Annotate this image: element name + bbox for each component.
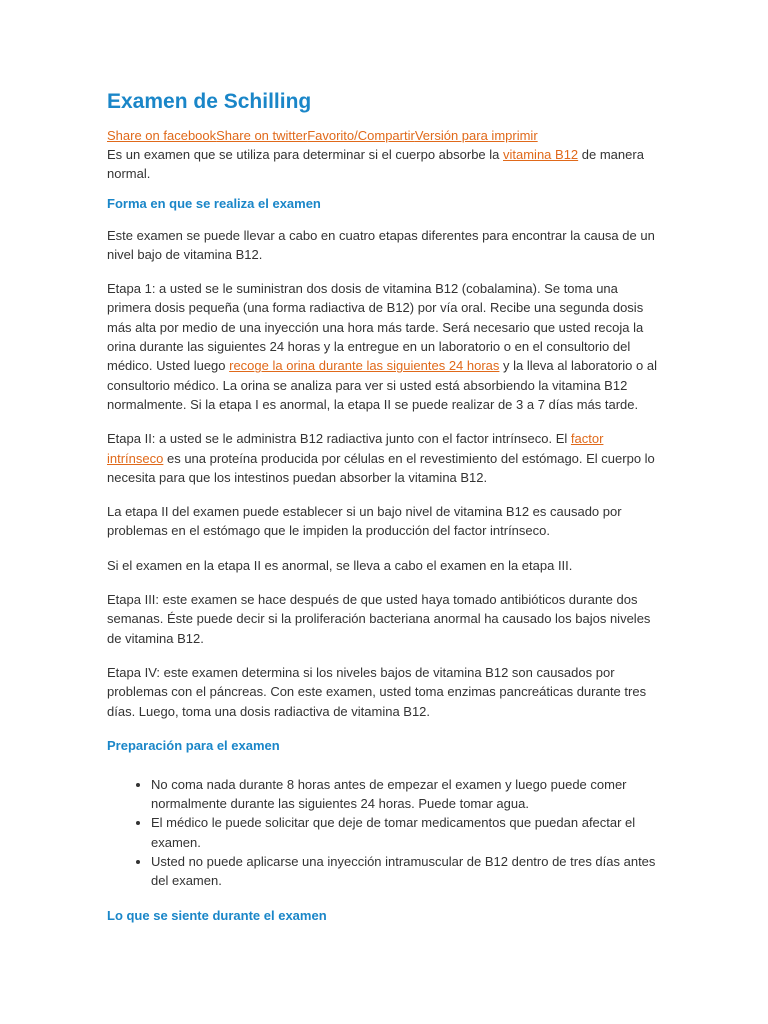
section-heading-preparation: Preparación para el examen (107, 737, 280, 753)
section-heading-procedure: Forma en que se realiza el examen (107, 195, 321, 211)
stage-3-intro-paragraph: Si el examen en la etapa II es anormal, se lleva a cabo el examen en la etapa III. (107, 557, 573, 573)
intro-paragraph: Es un examen que se utiliza para determinar si el cuerpo absorbe la vitamina B12 de manera normal. (107, 147, 644, 182)
favorite-share-link[interactable]: Favorito/Compartir (307, 128, 415, 143)
stage-2-paragraph: Etapa II: a usted se le administra B12 radiactiva junto con el factor intrínseco. El factor intrínseco es una proteína producida por células en el revestimiento del estómago. El cuerpo lo necesita para que los intestinos puedan absorber la vitamina B12. (107, 431, 655, 485)
vitamin-b12-link[interactable]: vitamina B12 (503, 147, 579, 162)
article (107, 88, 663, 938)
intrinsic-factor-link[interactable]: factor intrínseco (107, 431, 604, 466)
procedure-intro-paragraph: Este examen se puede llevar a cabo en cuatro etapas diferentes para encontrar la causa de un nivel bajo de vitamina B12. (107, 227, 655, 262)
page-title: Examen de Schilling (107, 90, 312, 113)
share-twitter-link[interactable]: Share on twitter (216, 128, 308, 143)
list-item: • Usted no puede aplicarse una inyección intramuscular de B12 dentro de tres días antes del examen. (151, 852, 663, 891)
preparation-list (107, 775, 663, 891)
list-item: • No coma nada durante 8 horas antes de empezar el examen y luego puede comer normalmente durante las siguientes 24 horas. Puede tomar agua. (151, 775, 663, 814)
section-heading-sensation: Lo que se siente durante el examen (107, 907, 327, 923)
urine-collection-link[interactable]: recoge la orina durante las siguientes 24 horas (229, 358, 500, 374)
list-item: • El médico le puede solicitar que deje de tomar medicamentos que puedan afectar el examen. (151, 813, 663, 852)
stage-3-paragraph: Etapa III: este examen se hace después de que usted haya tomado antibióticos durante dos semanas. Éste puede decir si la proliferación bacteriana anormal ha causado los bajos niveles de vitamina B12. (107, 592, 651, 646)
stage-2-result-paragraph: La etapa II del examen puede establecer si un bajo nivel de vitamina B12 es causado por problemas en el estómago que le impiden la producción del factor intrínseco. (107, 504, 622, 539)
print-version-link[interactable]: Versión para imprimir (414, 128, 538, 143)
share-facebook-link[interactable]: Share on facebook (107, 128, 217, 143)
stage-1-paragraph: Etapa 1: a usted se le suministran dos dosis de vitamina B12 (cobalamina). Se toma una primera dosis pequeña (una forma radiactiva de B12) por vía oral. Recibe una segunda dosis más alta por medio de una inyección una hora más tarde. Será necesario que usted recoja la orina durante las siguientes 24 horas y la entregue en un laboratorio o en el consultorio del médico. Usted luego recoge la orina durante las siguientes 24 horas y la lleva al laboratorio o al consultorio médico. La orina se analiza para ver si usted está absorbiendo la vitamina B12 normalmente. Si la etapa I es anormal, la etapa II se puede realizar de 3 a 7 días más tarde. (107, 281, 657, 412)
stage-4-paragraph: Etapa IV: este examen determina si los niveles bajos de vitamina B12 son causados por problemas con el páncreas. Con este examen, usted toma enzimas pancreáticas durante tres días. Luego, toma una dosis radiactiva de vitamina B12. (107, 664, 647, 719)
share-bar (107, 127, 663, 145)
